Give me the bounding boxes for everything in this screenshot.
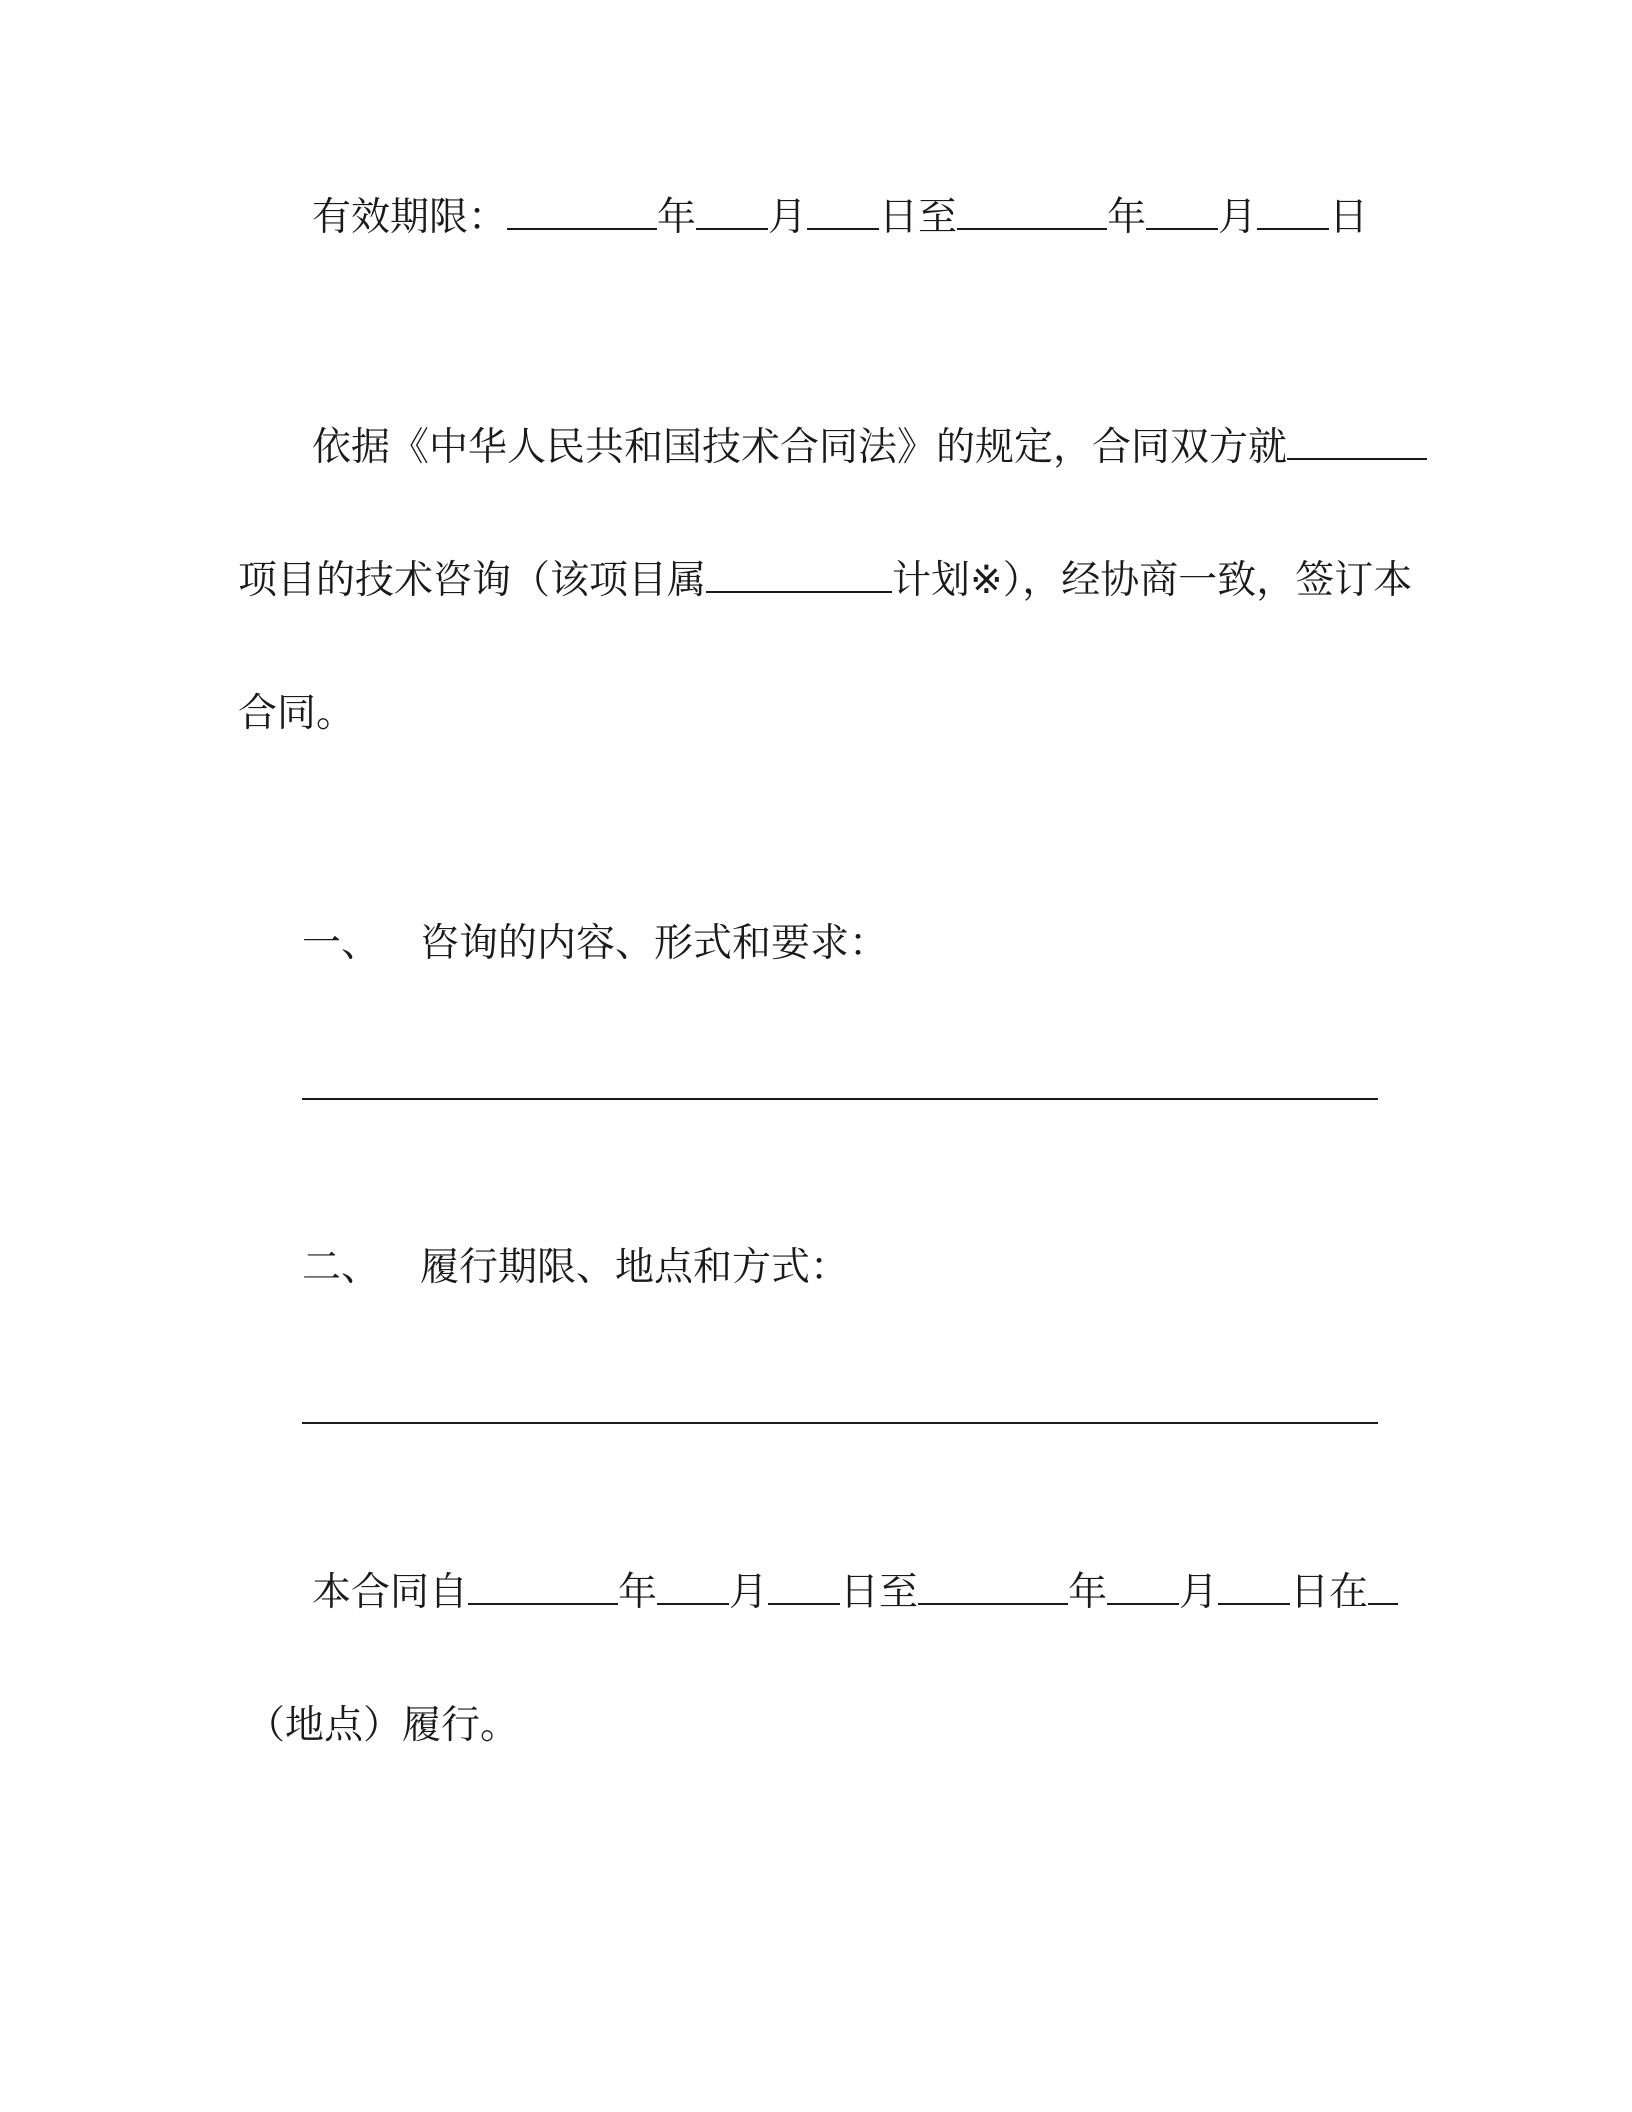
plan-name-blank[interactable] (706, 590, 892, 593)
performance-line-1 (312, 1570, 1398, 1615)
end-month-blank[interactable] (1146, 227, 1218, 230)
start-day-blank[interactable] (807, 227, 879, 230)
location-blank[interactable] (1368, 1602, 1398, 1605)
perf-end-month-blank[interactable] (1107, 1602, 1179, 1605)
perf-month2-label: 月 (1179, 1570, 1219, 1615)
perf-start-year-blank[interactable] (468, 1602, 618, 1605)
basis-line-1 (312, 425, 1427, 470)
perf-year-label: 年 (618, 1570, 658, 1615)
section-1-fill-line[interactable] (302, 1098, 1378, 1100)
start-month-blank[interactable] (696, 227, 768, 230)
section-2-fill-line[interactable] (302, 1422, 1378, 1424)
performance-text-a: 本合同自 (312, 1570, 469, 1615)
basis-text-2a: 项目的技术咨询（该项目属 (238, 558, 707, 603)
validity-line (312, 195, 1369, 240)
month2-label: 月 (1218, 195, 1258, 240)
perf-month-label: 月 (729, 1570, 769, 1615)
year2-label: 年 (1107, 195, 1147, 240)
basis-text-2b: 计划※），经协商一致，签订本 (892, 558, 1413, 603)
validity-label: 有效期限： (312, 195, 508, 240)
section-2-heading (302, 1245, 850, 1290)
perf-year2-label: 年 (1068, 1570, 1108, 1615)
basis-line-3 (238, 691, 356, 736)
end-day-blank[interactable] (1257, 227, 1329, 230)
performance-line-2 (246, 1703, 520, 1748)
project-name-blank[interactable] (1287, 457, 1427, 460)
perf-day-to-label: 日至 (840, 1570, 919, 1615)
section-1-heading (302, 921, 889, 966)
day-to-label: 日至 (879, 195, 958, 240)
perf-end-year-blank[interactable] (918, 1602, 1068, 1605)
perf-end-day-blank[interactable] (1218, 1602, 1290, 1605)
perf-start-day-blank[interactable] (768, 1602, 840, 1605)
section-1-number: 一、 (302, 921, 381, 966)
section-2-number: 二、 (302, 1245, 381, 1290)
section-1-title: 咨询的内容、形式和要求： (420, 921, 889, 966)
basis-text-1: 依据《中华人民共和国技术合同法》的规定，合同双方就 (312, 425, 1288, 470)
basis-text-3: 合同。 (238, 691, 356, 736)
start-year-blank[interactable] (507, 227, 657, 230)
day2-label: 日 (1329, 195, 1369, 240)
month-label: 月 (768, 195, 808, 240)
section-2-title: 履行期限、地点和方式： (420, 1245, 850, 1290)
perf-day-at-label: 日在 (1290, 1570, 1369, 1615)
year-label: 年 (657, 195, 697, 240)
perf-start-month-blank[interactable] (657, 1602, 729, 1605)
basis-line-2 (238, 558, 1413, 603)
performance-text-2: （地点）履行。 (246, 1703, 520, 1748)
end-year-blank[interactable] (957, 227, 1107, 230)
